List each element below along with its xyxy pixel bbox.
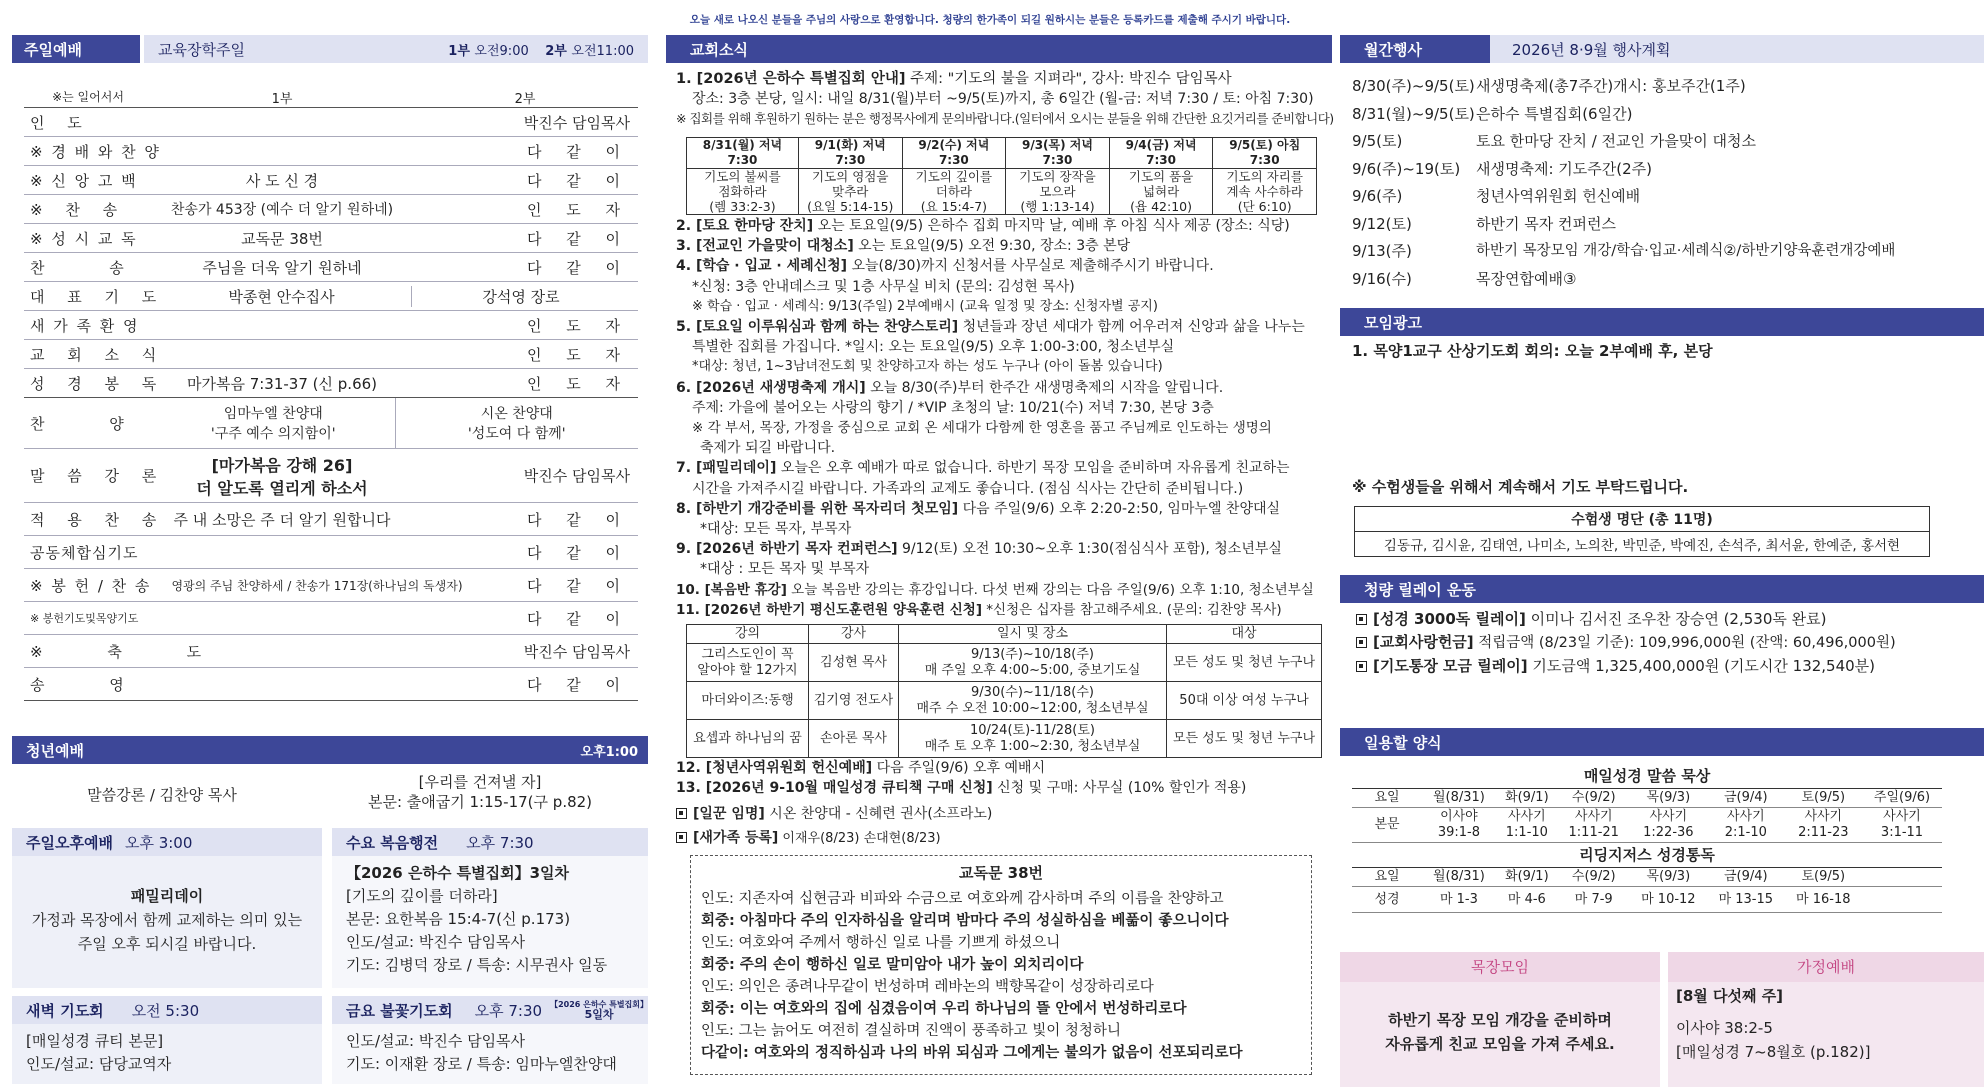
friday-badge: 【2026 은하수 특별집회】 5일차	[550, 999, 649, 1021]
event-item: 9/16(수) 목장연합예배③	[1352, 269, 1577, 288]
daily-bible-table: 매일성경 말씀 묵상 요일 월(8/31) 화(9/1) 수(9/2) 목(9/3) 금(9/4) 토(9/5) 주일(9/6) 본문 이사야 39:1-8 사사기 1:1-10 사사기 1:11-21 사사기 1:22-36 사사기 2:1-10 사사기 2:11-23 사사기 3:1-11 리딩지저스 성경통독 요일 월(8/31) 화(9/1) 수(9/2) 목(9/3) 금(9/4) 토(9/5) 성경 마 1-3 마 4-6 마 7-9 마 10-12 마 13-15 마 16-18	[1352, 764, 1942, 913]
news-item: 11. [2026년 하반기 평신도훈련원 양육훈련 신청] *신청은 십자를 참고해주세요. (문의: 김찬양 목사)	[676, 601, 1282, 618]
sunday-service-tag: 주일예배	[12, 35, 140, 63]
wednesday-service-box: 수요 복음행전 오후 7:30 【2026 은하수 특별집회】3일차 [기도의 깊이를 더하라] 본문: 요한복음 15:4-7(신 p.173) 인도/설교: 박진수 담임목사 기도: 김병덕 장로 / 특송: 시무권사 일동	[332, 828, 648, 988]
cell-group-box: 목장모임 하반기 목장 모임 개강을 준비하며 자유롭게 친교 모임을 가져 주세요.	[1340, 952, 1660, 1087]
news-item: 4. [학습 · 입교 · 세례신청] 오늘(8/30)까지 신청서를 사무실로 제출해주시기 바랍니다.	[676, 258, 1214, 275]
monthly-events-list	[1352, 73, 1962, 293]
sermon-title: 더 알도록 열리게 하소서	[196, 478, 368, 498]
training-row: 요셉과 하나님의 꿈 손아론 목사 10/24(토)-11/28(토) 매주 토 오후 1:00~2:30, 청소년부실 모든 성도 및 청년 누구나	[687, 720, 1322, 758]
dawn-prayer-box: 새벽 기도회 오전 5:30 [매일성경 큐티 본문] 인도/설교: 담당교역자	[12, 996, 322, 1084]
worship-row: 공동체합심기도 다 같 이	[24, 536, 638, 569]
praise-row: 찬 양 임마누엘 찬양대 '구주 예수 의지함이' 시온 찬양대 '성도여 다 함께'	[24, 398, 638, 449]
worship-row: 새 가 족 환 영 인 도 자	[24, 311, 638, 340]
relay-item: [기도통장 모금 릴레이] 기도금액 1,325,400,000원 (기도시간 132,540분)	[1356, 655, 1896, 678]
church-news-list: 1. [2026년 은하수 특별집회 안내] 주제: "기도의 불을 지펴라", 강사: 박진수 담임목사 장소: 3층 본당, 일시: 내일 8/31(월)부터 ~9/5(토)까지, 총 6일간 (월-금: 저녁 7:30 / 토: 아침 7:30) ※ 집회를 위해 후원하기 원하는 분은 행정목사에게 문의바랍니다.(일터에서 오시는 분들을 위해 간단한 요깃거리를 준비합니다)	[676, 71, 1334, 126]
responsive-reading-title: 교독문 38번	[958, 864, 1044, 882]
praise-song-1: '구주 예수 의지함이'	[210, 426, 336, 442]
worship-row: 성 경 봉 독 마가복음 7:31-37 (신 p.66) 인 도 자	[24, 369, 638, 398]
worship-row: ※ 성 시 교 독 교독문 38번 다 같 이	[24, 224, 638, 253]
event-item: 9/13(주) 하반기 목장모임 개강/학습·입교·세례식②/하반기양육훈련개강예배	[1352, 242, 1896, 260]
relay-item: [성경 3000독 릴레이] 이미나 김서진 조우찬 장승연 (2,530독 완료)	[1356, 608, 1896, 631]
training-table: 강의 강사 일시 및 장소 대상 그리스도인이 꼭 알아야 할 12가지 김성현 목사 9/13(주)~10/18(주) 매 주일 오후 4:00~5:00, 중보기도실 모든 성도 및 청년 누구나 마더와이즈:동행 김기영 전도사 9/30(수)~11/18(수) 매주 수 오전 10:00~12:00, 청소년부실 50대 이상 여성 누구나 요셉과 하나님의 꿈 손아론 목사 10/24(토)-11/28(토) 매주 토 오후 1:00~2:30, 청소년부실 모든 성도 및 청년 누구나	[686, 624, 1322, 758]
event-item: 8/30(주)~9/5(토) 새생명축제(총7주간)개시: 홍보주간(1주)	[1352, 77, 1746, 95]
sunday-theme: 교육장학주일	[158, 40, 245, 59]
sunday-service-header	[12, 35, 648, 63]
news-item: 6. [2026년 새생명축제 개시] 오늘 8/30(주)부터 한주간 새생명축제의 시작을 알립니다.	[676, 379, 1224, 396]
event-item: 8/31(월)~9/5(토) 은하수 특별집회(6일간)	[1352, 104, 1633, 123]
cell-group-title: 목장모임	[1340, 952, 1660, 982]
sermon-row: 말 씀 강 론 [마가복음 강해 26] 더 알도록 열리게 하소서 박진수 담임목사	[24, 449, 638, 503]
family-worship-box: 가정예배 [8월 다섯째 주] 이사야 38:2-5 [매일성경 7~8월호 (p.182)]	[1668, 952, 1984, 1087]
church-news-list-2: 2. [토요 한마당 잔치] 오는 토요일(9/5) 은하수 집회 마지막 날, 예배 후 아침 식사 제공 (장소: 식당) 3. [전교인 가을맞이 대청소] 오는 토요일(9/5) 오전 9:30, 장소: 3층 본당 4. [학습 · 입교 · 세례신청] 오늘(8/30)까지 신청서를 사무실로 제출해주시기 바랍니다. *신청: 3층 안내데스크 및 1층 사무실 비치 (문의: 김성현 목사) ※ 학습 · 입교 · 세례식: 9/13(주일) 2부예배시 (교육 일정 및 장소: 신청자별 공지) 5. [토요일 이루워심과 함께 하는 찬양스토리] 청년들과 장년 세대가 함께 어우러져 신앙과 삶을 나누는 특별한 집회를 가집니다. *일시: 오는 토요일(9/5) 오후 1:00-3:00, 청소년부실 *대상: 청년, 1~3남녀전도회 및 찬양하고자 하는 성도 누구나 (아이 돌봄 있습니다) 6. [2026년 새생명축제 개시] 오늘 8/30(주)부터 한주간 새생명축제의 시작을 알립니다. 주제: 가을에 불어오는 사랑의 향기 / *VIP 초청의 날: 10/21(수) 저녁 7:30, 본당 3층 ※ 각 부서, 목장, 가정을 중심으로 교회 온 세대가 다함께 한 영혼을 품고 주님께로 인도하는 생명의 축제가 되길 바랍니다. 7. [패밀리데이] 오늘은 오후 예배가 따로 없습니다. 하반기 목장 모임을 준비하며 자유롭게 친교하는 시간을 가져주시길 바랍니다. 가족과의 교제도 좋습니다. (점심 식사는 간단히 준비됩니다.) 8. [하반기 개강준비를 위한 목자리더 첫모임] 다음 주일(9/6) 오후 2:20-2:50, 임마누엘 찬양대실 *대상: 모든 목자, 부목자 9. [2026년 하반기 목자 컨퍼런스] 9/12(토) 오전 10:30~오후 1:30(점심식사 포함), 청소년부실 *대상 : 모든 목자 및 부목자 10. [복음반 휴강] 오늘 복음반 강의는 휴강입니다. 다섯 번째 강의는 다음 주일(9/6) 오후 1:10, 청소년부실 11. [2026년 하반기 평신도훈련원 양육훈련 신청] *신청은 십자를 참고해주세요. (문의: 김찬양 목사)	[676, 216, 1316, 620]
event-item: 9/5(토) 토요 한마당 잔치 / 전교인 가을맞이 대청소	[1352, 132, 1756, 150]
youth-service-header: 청년예배 오후1:00	[12, 736, 648, 764]
exam-prayer-note: ※ 수험생들을 위해서 계속해서 기도 부탁드립니다.	[1352, 478, 1689, 496]
appointment-notice: [일꾼 임명] 시온 찬양대 - 신혜련 권사(소프라노)	[676, 804, 1316, 824]
news-item: 8. [하반기 개강준비를 위한 목자리더 첫모임] 다음 주일(9/6) 오후 2:20-2:50, 임마누엘 찬양대실	[676, 500, 1281, 517]
sermon-reference: [마가복음 강해 26]	[211, 455, 353, 475]
wednesday-service-title: 수요 복음행전	[346, 833, 439, 852]
worship-row: ※ 봉헌기도및목양기도 다 같 이	[24, 602, 638, 635]
youth-service-body: 말씀강론 / 김찬양 목사 [우리를 건져낼 자] 본문: 출애굽기 1:15-17(구 p.82)	[87, 773, 593, 811]
checkbox-icon	[1356, 614, 1367, 625]
worship-row: ※ 찬 송 찬송가 453장 (예수 더 알기 원하네) 인 도 자	[24, 195, 638, 224]
news-item: 1. [2026년 은하수 특별집회 안내] 주제: "기도의 불을 지펴라", 강사: 박진수 담임목사	[676, 71, 1232, 87]
welcome-notice: 오늘 새로 나오신 분들을 주님의 사랑으로 환영합니다. 청량의 한가족이 되길 원하시는 분들은 등록카드를 제출해 주시기 바랍니다.	[689, 14, 1291, 26]
news-item: 13. [2026년 9-10월 매일성경 큐티책 구매 신청] 신청 및 구매: 사무실 (10% 할인가 적용)	[676, 780, 1247, 796]
worship-row: 찬 송 주님을 더욱 알기 원하네 다 같 이	[24, 253, 638, 282]
dawn-prayer-title: 새벽 기도회	[26, 1001, 104, 1020]
meeting-ad-item: 1. 목양1교구 산상기도회 회의: 오늘 2부예배 후, 본당	[1352, 342, 1713, 360]
relay-header: 청량 릴레이 운동	[1340, 575, 1984, 603]
friday-prayer-box: 금요 불꽃기도회 오후 7:30 【2026 은하수 특별집회】 5일차 인도/설교: 박진수 담임목사 기도: 이재환 장로 / 특송: 임마누엘찬양대	[332, 996, 648, 1084]
training-row: 그리스도인이 꼭 알아야 할 12가지 김성현 목사 9/13(주)~10/18(주) 매 주일 오후 4:00~5:00, 중보기도실 모든 성도 및 청년 누구나	[687, 644, 1322, 682]
news-item: 5. [토요일 이루워심과 함께 하는 찬양스토리] 청년들과 장년 세대가 함께 어우러져 신앙과 삶을 나누는	[676, 319, 1305, 336]
event-item: 9/6(주)~19(토) 새생명축제: 기도주간(2주)	[1352, 159, 1652, 178]
church-news-header: 교회소식	[666, 35, 1332, 63]
revival-schedule-table: 8/31(월) 저녁7:30 9/1(화) 저녁7:30 9/2(수) 저녁7:30 9/3(목) 저녁7:30 9/4(금) 저녁7:30 9/5(토) 아침7:30 기도의 불씨를 점화하라 (렘 33:2-3) 기도의 영점을 맞추라 (요일 5:14-15) 기도의 깊이를 더하라 (요 15:4-7) 기도의 장작을 모으라 (행 1:13-14) 기도의 품을 넓혀라 (욥 42:10) 기도의 자리를 계속 사수하라 (단 6:10)	[686, 137, 1317, 215]
responsive-reading-box: 교독문 38번 인도: 지존자여 십현금과 비파와 수금으로 여호와께 감사하며 주의 이름을 찬양하고 회중: 아침마다 주의 인자하심을 알리며 밤마다 주의 성실하심을 베풂이 좋으니이다 인도: 여호와여 주께서 행하신 일로 나를 기쁘게 하셨으니 회중: 주의 손이 행하신 일로 말미암아 내가 높이 외치리이다 인도: 의인은 종려나무같이 번성하며 레바논의 백향목같이 성장하리로다 회중: 이는 여호와의 집에 심겼음이여 우리 하나님의 뜰 안에서 번성하리로다 인도: 그는 늙어도 여전히 결실하며 진액이 풍족하고 빛이 청청하니 다같이: 여호와의 정직하심과 나의 바위 되심과 그에게는 불의가 없음이 선포되리로다	[690, 855, 1312, 1075]
service-times: 1부 오전9:00 2부 오전11:00	[448, 43, 634, 59]
worship-row: ※ 신 앙 고 백 사 도 신 경 다 같 이	[24, 166, 638, 195]
event-item: 9/12(토) 하반기 목자 컨퍼런스	[1352, 214, 1616, 233]
training-row: 마더와이즈:동행 김기영 전도사 9/30(수)~11/18(수) 매주 수 오전 10:00~12:00, 청소년부실 50대 이상 여성 누구나	[687, 682, 1322, 720]
order-of-worship-columns: ※는 일어서서 1부 2부	[52, 90, 536, 107]
afternoon-service-title: 주일오후예배	[26, 833, 113, 852]
monthly-events-header: 월간행사 2026년 8·9월 행사계획	[1340, 35, 1984, 63]
praise-song-2: '성도여 다 함께'	[467, 426, 566, 442]
meeting-ads-header: 모임광고	[1340, 308, 1984, 336]
exam-students-table: 수험생 명단 (총 11명) 김동규, 김시윤, 김태연, 나미소, 노의찬, 박민준, 박예진, 손석주, 최서윤, 한예준, 홍서현	[1354, 506, 1930, 557]
worship-row: ※ 봉 헌 / 찬 송 영광의 주님 찬양하세 / 찬송가 171장(하나님의 독생자) 다 같 이	[24, 569, 638, 602]
checkbox-icon	[1356, 637, 1367, 648]
new-family-notice: [새가족 등록] 이재우(8/23) 손대현(8/23)	[676, 828, 1316, 849]
news-item: 3. [전교인 가을맞이 대청소] 오는 토요일(9/5) 오전 9:30, 장소: 3층 본당	[676, 238, 1131, 255]
worship-row: 인 도 박진수 담임목사	[24, 108, 638, 137]
church-news-list-3	[676, 758, 1316, 849]
afternoon-service-box: 주일오후예배 오후 3:00 패밀리데이 가정과 목장에서 함께 교제하는 의미 있는 주일 오후 되시길 바랍니다.	[12, 828, 322, 988]
worship-row: ※ 축 도 박진수 담임목사	[24, 635, 638, 668]
news-item: 10. [복음반 휴강] 오늘 복음반 강의는 휴강입니다. 다섯 번째 강의는 다음 주일(9/6) 오후 1:10, 청소년부실	[676, 581, 1314, 598]
event-item: 9/6(주) 청년사역위원회 헌신예배	[1352, 187, 1641, 205]
worship-row: 송 영 다 같 이	[24, 668, 638, 701]
news-item: 7. [패밀리데이] 오늘은 오후 예배가 따로 없습니다. 하반기 목장 모임을 준비하며 자유롭게 친교하는	[676, 460, 1290, 477]
news-item: 9. [2026년 하반기 목자 컨퍼런스] 9/12(토) 오전 10:30~오후 1:30(점심식사 포함), 청소년부실	[676, 541, 1282, 558]
news-item: 2. [토요 한마당 잔치] 오는 토요일(9/5) 은하수 집회 마지막 날, 예배 후 아침 식사 제공 (장소: 식당)	[676, 218, 1290, 234]
daily-bread-header: 일용할 양식	[1340, 728, 1984, 756]
checkbox-icon	[1356, 661, 1367, 672]
checkbox-icon	[676, 832, 687, 843]
family-worship-title: 가정예배	[1668, 952, 1984, 982]
order-of-worship	[24, 107, 638, 701]
worship-row: 적 용 찬 송 주 내 소망은 주 더 알기 원합니다 다 같 이	[24, 503, 638, 536]
praise-choir-2: 시온 찬양대	[480, 406, 553, 422]
relay-item: [교회사랑헌금] 적립금액 (8/23일 기준): 109,996,000원 (잔액: 60,496,000원)	[1356, 631, 1896, 655]
news-item: 12. [청년사역위원회 헌신예배] 다음 주일(9/6) 오후 예배시	[676, 760, 1046, 776]
worship-row: ※ 경 배 와 찬 양 다 같 이	[24, 137, 638, 166]
worship-row: 교 회 소 식 인 도 자	[24, 340, 638, 369]
praise-choir-1: 임마누엘 찬양대	[223, 406, 323, 422]
checkbox-icon	[676, 808, 687, 819]
relay-list	[1356, 608, 1896, 678]
worship-row: 대 표 기 도 박종현 안수집사 강석영 장로	[24, 282, 638, 311]
friday-prayer-title: 금요 불꽃기도회	[346, 1001, 453, 1020]
